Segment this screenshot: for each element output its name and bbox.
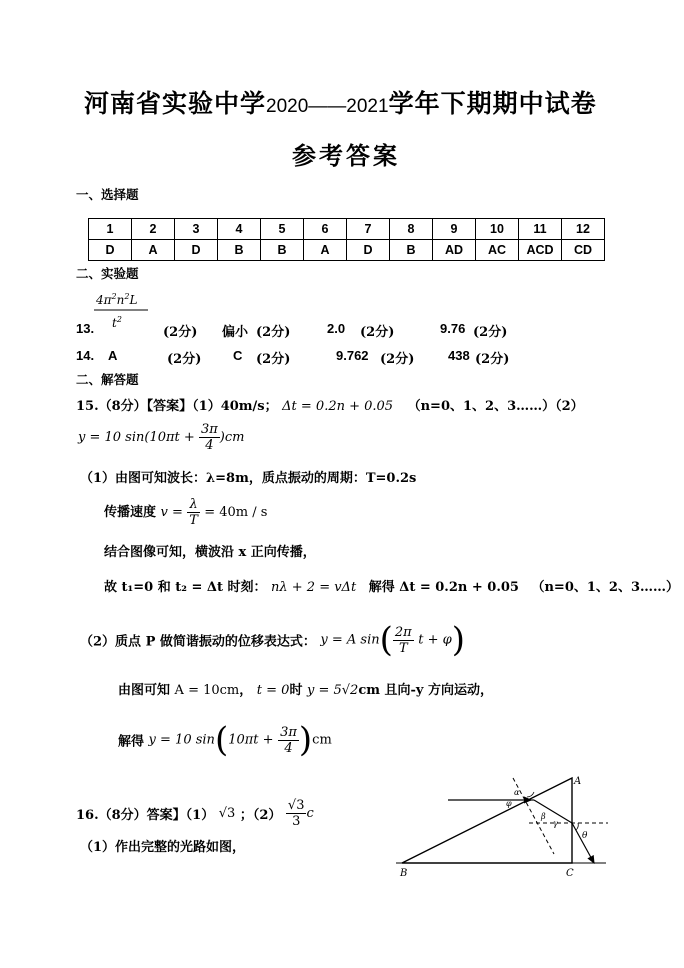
- section-heading-solution: 二、解答题: [76, 372, 139, 387]
- answer-table: [88, 218, 605, 261]
- q15-direction-line: 结合图像可知，横波沿 x 正向传播，: [104, 545, 316, 560]
- q16-a2-den: 3: [292, 814, 301, 829]
- q15-part2-phase: t + φ: [418, 632, 452, 648]
- q14-score-2: (2分): [256, 352, 291, 367]
- q15-speed-fraction: [187, 497, 199, 528]
- answer-key-cell: B: [218, 240, 261, 261]
- q15-part2-label: （2）质点 P 做简谐振动的位移表达式：: [80, 634, 316, 650]
- q16-answer-line: [76, 798, 314, 829]
- answer-key-cell: AD: [433, 240, 476, 261]
- answer-key-cell: A: [132, 240, 175, 261]
- answer-key-cell: ACD: [519, 240, 562, 261]
- angle-alpha-label: α: [514, 788, 520, 797]
- q13-fraction-formula: [92, 287, 154, 335]
- q13-score-1: (2分): [163, 325, 198, 340]
- q15-line2-num: 3π: [200, 422, 218, 437]
- q13-label: 13.: [76, 321, 95, 336]
- answer-number-cell: 3: [175, 219, 218, 240]
- q15-speed-den: T: [189, 513, 198, 528]
- q15-times-line: [104, 576, 679, 595]
- q16-head: 16.（8分）答案】（1）: [76, 808, 215, 823]
- q14-score-3: (2分): [380, 352, 415, 367]
- q15-result-fraction: [278, 725, 299, 756]
- q15-speed-label: 传播速度: [104, 505, 157, 520]
- q14-answer-3: 9.762: [336, 348, 369, 363]
- q15-part2-num: 2π: [394, 624, 412, 640]
- q15-times-solution: 解得 Δt = 0.2n + 0.05: [368, 580, 519, 595]
- q15-head: 15.（8分）【答案】（1）40m/s；: [76, 399, 278, 414]
- q13-answer-3: 2.0: [327, 321, 346, 336]
- svg-text:4π2n2L: $4\pi^2n^2L$: [96, 292, 138, 307]
- q15-amp-when: 时: [289, 683, 303, 698]
- q15-times-range: （n=0、1、2、3……）: [531, 580, 680, 595]
- q15-result-unit: cm: [312, 732, 332, 748]
- q14-answer-1: A: [108, 348, 118, 363]
- q16-part1-line: （1）作出完整的光路如图，: [80, 840, 246, 855]
- q16-light-path-diagram: [396, 770, 616, 880]
- answer-number-cell: 12: [562, 219, 605, 240]
- q15-amp-t0: t = 0: [256, 683, 290, 698]
- answer-number-cell: 7: [347, 219, 390, 240]
- prism-triangle: [402, 778, 572, 863]
- vertex-a-label: A: [574, 776, 582, 787]
- q15-speed-value: = 40m / s: [204, 505, 268, 520]
- q16-answer-1: √3: [218, 806, 236, 821]
- vertex-b-label: B: [400, 868, 408, 879]
- q15-delta-t-formula: Δt = 0.2n + 0.05: [282, 399, 394, 414]
- answer-number-cell: 4: [218, 219, 261, 240]
- q13-score-3: (2分): [360, 325, 395, 340]
- answer-number-cell: 6: [304, 219, 347, 240]
- answer-number-cell: 5: [261, 219, 304, 240]
- left-paren-icon: (: [214, 720, 229, 760]
- answer-key-cell: D: [175, 240, 218, 261]
- q13-score-2: (2分): [256, 325, 291, 340]
- q15-answer-line: [76, 395, 584, 414]
- q15-part2-ysin: y = A sin: [320, 632, 380, 648]
- answer-number-cell: 11: [519, 219, 562, 240]
- answer-number-cell: 2: [132, 219, 175, 240]
- q13-score-4: (2分): [473, 325, 508, 340]
- q15-amp-comma: ，: [239, 683, 253, 698]
- q15-amp-y: y = 5√2: [307, 683, 359, 698]
- q13-answer-4: 9.76: [440, 321, 466, 336]
- answer-key-cell: B: [390, 240, 433, 261]
- right-paren-icon: ): [451, 620, 466, 660]
- q15-result-ysin: y = 10 sin: [148, 732, 215, 748]
- q15-result-phase: 10πt +: [228, 732, 274, 748]
- q15-result-line: [118, 720, 332, 760]
- q15-range: （n=0、1、2、3……）（2）: [407, 399, 584, 414]
- q15-times-label: 故 t₁=0 和 t₂ = Δt 时刻：: [104, 580, 267, 595]
- page-subtitle: 参考答案: [292, 141, 400, 170]
- angle-beta-label: β: [541, 812, 546, 821]
- q15-displacement-answer: [78, 422, 244, 453]
- q16-sep: ；（2）: [239, 808, 282, 823]
- q15-part2-line: [80, 620, 465, 660]
- answer-number-cell: 9: [433, 219, 476, 240]
- vertex-c-label: C: [566, 868, 574, 879]
- answer-key-cell: D: [89, 240, 132, 261]
- q15-line2-fraction: [199, 422, 220, 453]
- answer-number-cell: 8: [390, 219, 433, 240]
- q15-amp-value: A = 10cm: [174, 683, 240, 698]
- q15-times-equation: nλ + 2 = vΔt: [271, 580, 357, 595]
- q15-amp-label: 由图可知: [118, 683, 171, 698]
- q15-part1-line: （1）由图可知波长：λ=8m，质点振动的周期：T=0.2s: [80, 471, 417, 486]
- page-title: 河南省实验中学2020——2021学年下期期中试卷: [84, 89, 597, 118]
- answer-number-cell: 1: [89, 219, 132, 240]
- q15-speed-v: v =: [160, 505, 183, 520]
- svg-text:t2: $t^2$: [112, 315, 122, 330]
- answer-key-cell: D: [347, 240, 390, 261]
- q15-line2-end: )cm: [219, 430, 245, 445]
- q15-result-label: 解得: [118, 734, 145, 750]
- q15-speed-line: [104, 497, 267, 528]
- q15-part2-fraction: [393, 625, 414, 656]
- q15-result-num: 3π: [280, 724, 297, 740]
- q15-amplitude-line: [118, 679, 493, 698]
- q13-answer-2: 偏小: [222, 325, 249, 340]
- q14-label: 14.: [76, 348, 95, 363]
- q15-result-den: 4: [284, 740, 293, 756]
- section-heading-experiment: 二、实验题: [76, 266, 139, 281]
- q14-score-4: (2分): [475, 352, 510, 367]
- answer-key-cell: CD: [562, 240, 605, 261]
- answer-number-cell: 10: [476, 219, 519, 240]
- answer-key-cell: A: [304, 240, 347, 261]
- answer-table-key-row: [89, 240, 605, 261]
- section-heading-choice: 一、选择题: [76, 187, 139, 202]
- left-paren-icon: (: [379, 620, 393, 660]
- angle-gamma-label: γ: [553, 819, 558, 828]
- q16-a2-c: c: [306, 806, 314, 821]
- q15-line2-den: 4: [205, 438, 214, 453]
- q15-line2-text: y = 10 sin(10πt +: [78, 430, 195, 445]
- q16-answer-2-fraction: [286, 798, 307, 829]
- answer-table-number-row: [89, 219, 605, 240]
- angle-phi-label: φ: [506, 799, 512, 808]
- answer-key-cell: B: [261, 240, 304, 261]
- right-paren-icon: ): [298, 720, 313, 760]
- angle-theta-label: θ: [582, 831, 588, 841]
- q14-score-1: (2分): [167, 352, 202, 367]
- q14-answer-4: 438: [448, 348, 470, 363]
- q14-answer-2: C: [233, 348, 243, 363]
- q15-amp-direction: cm 且向-y 方向运动，: [358, 683, 494, 698]
- answer-key-cell: AC: [476, 240, 519, 261]
- q15-part2-den: T: [398, 640, 408, 656]
- q15-speed-num: λ: [189, 497, 198, 512]
- q16-a2-num: √3: [287, 798, 305, 813]
